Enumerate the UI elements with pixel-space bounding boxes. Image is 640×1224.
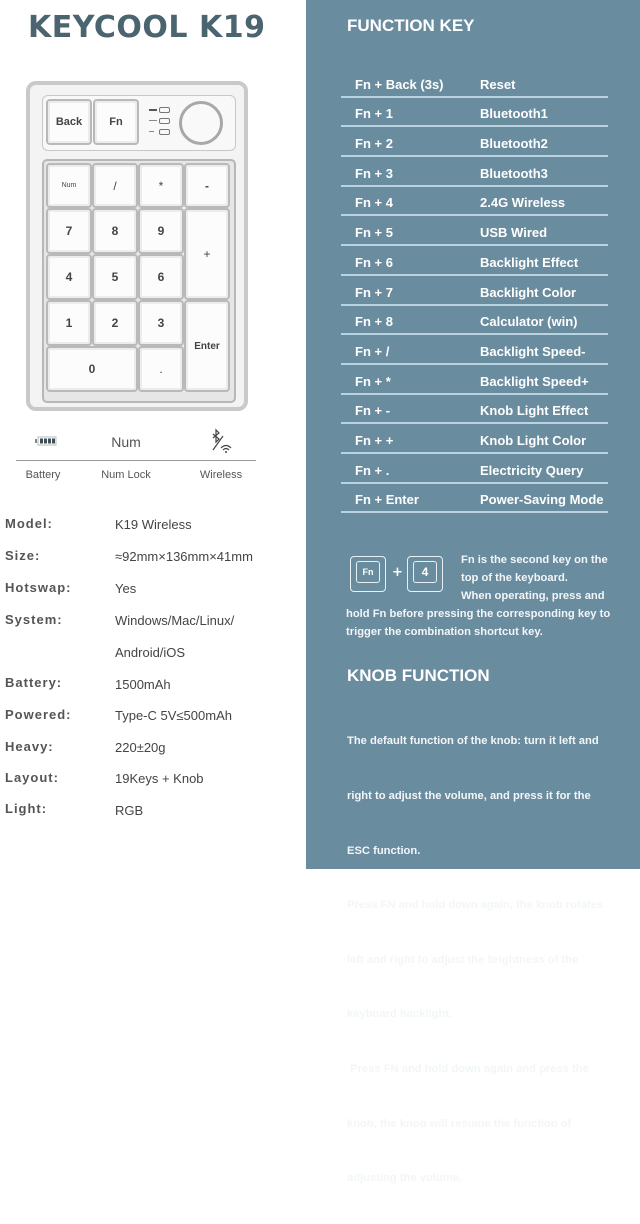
battery-label: Battery bbox=[25, 469, 61, 481]
key-back: Back bbox=[46, 99, 92, 145]
function-key-heading: FUNCTION KEY bbox=[347, 16, 475, 35]
note-line: Fn is the second key on the bbox=[461, 554, 608, 566]
knob-line: ESC function. bbox=[347, 844, 421, 857]
product-title: KEYCOOL K19 bbox=[28, 10, 266, 45]
knob-line: The default function of the knob: turn it left and bbox=[347, 735, 599, 748]
battery-led-icon bbox=[149, 109, 157, 111]
function-key-row bbox=[341, 395, 608, 425]
function-key-combo: Fn + 2 bbox=[355, 136, 393, 152]
function-key-row bbox=[341, 306, 608, 336]
spec-value-model: K19 Wireless bbox=[115, 517, 192, 532]
function-key-combo: Fn + Enter bbox=[355, 492, 419, 508]
function-key-row bbox=[341, 157, 608, 187]
spec-value-hotswap: Yes bbox=[115, 581, 137, 596]
key-5: 5 bbox=[92, 254, 138, 300]
knob-line: right to adjust the volume, and press it for the bbox=[347, 790, 591, 803]
spec-label-light: Light: bbox=[5, 801, 48, 816]
function-key-action: Backlight Speed+ bbox=[480, 373, 589, 389]
fn-note-rest bbox=[346, 605, 610, 641]
function-key-combo: Fn + 6 bbox=[355, 254, 393, 270]
knob-line: keyboard backlight. bbox=[347, 1008, 453, 1021]
function-key-row bbox=[341, 454, 608, 484]
function-key-row bbox=[341, 187, 608, 217]
function-key-action: Knob Light Effect bbox=[480, 403, 589, 419]
function-key-combo: Fn + Back (3s) bbox=[355, 76, 444, 92]
battery-icon bbox=[6, 428, 86, 454]
spec-value-system-cont: Android/iOS bbox=[115, 645, 186, 660]
function-key-row bbox=[341, 484, 608, 514]
led bbox=[159, 107, 170, 113]
function-key-action: Reset bbox=[480, 76, 516, 92]
spec-label-system: System: bbox=[5, 612, 63, 627]
function-key-action: Electricity Query bbox=[480, 462, 584, 478]
right-panel bbox=[306, 0, 640, 1185]
function-key-row bbox=[341, 127, 608, 157]
spec-value-battery: 1500mAh bbox=[115, 677, 171, 692]
key-9: 9 bbox=[138, 208, 184, 254]
key-8: 8 bbox=[92, 208, 138, 254]
function-key-combo: Fn + * bbox=[355, 373, 391, 389]
four-key-icon bbox=[407, 556, 443, 592]
legend-divider bbox=[16, 460, 256, 461]
function-key-combo: Fn + + bbox=[355, 433, 394, 449]
fn-note-side bbox=[461, 551, 608, 606]
knob-line: Press FN and hold down again and press the bbox=[347, 1063, 589, 1076]
function-key-row bbox=[341, 365, 608, 395]
knob-line: left and right to adjust the brightness of the bbox=[347, 953, 579, 966]
four-key-icon-label: 4 bbox=[413, 561, 437, 583]
function-key-action: 2.4G Wireless bbox=[480, 195, 566, 211]
key-1: 1 bbox=[46, 300, 92, 346]
keyboard-illustration bbox=[26, 81, 248, 411]
knob-line: knob, the knob will resume the function of bbox=[347, 1117, 572, 1130]
function-key-action: Calculator (win) bbox=[480, 314, 578, 330]
indicator-leds bbox=[149, 104, 179, 144]
led bbox=[159, 118, 170, 124]
keyboard-top-row bbox=[42, 95, 236, 151]
function-key-combo: Fn + 3 bbox=[355, 165, 393, 181]
function-key-action: Knob Light Color bbox=[480, 433, 587, 449]
note-line: top of the keyboard. bbox=[461, 572, 568, 585]
function-key-action: Bluetooth1 bbox=[480, 106, 548, 122]
spec-label-model: Model: bbox=[5, 516, 53, 531]
key-6: 6 bbox=[138, 254, 184, 300]
spec-value-layout: 19Keys + Knob bbox=[115, 771, 204, 786]
wireless-led-icon bbox=[149, 131, 154, 132]
function-key-combo: Fn + 4 bbox=[355, 195, 393, 211]
spec-label-battery: Battery: bbox=[5, 675, 63, 690]
function-key-combo: Fn + / bbox=[355, 343, 390, 359]
function-key-row bbox=[341, 335, 608, 365]
fn-key-icon-label: Fn bbox=[356, 561, 380, 583]
function-key-combo: Fn + 7 bbox=[355, 284, 393, 300]
function-key-combo: Fn + 1 bbox=[355, 106, 393, 122]
function-key-row bbox=[341, 246, 608, 276]
knob-function-text bbox=[347, 696, 603, 1224]
left-panel bbox=[0, 0, 306, 869]
note-line: trigger the combination shortcut key. bbox=[346, 626, 543, 639]
key-4: 4 bbox=[46, 254, 92, 300]
function-key-row bbox=[341, 98, 608, 128]
key-slash: / bbox=[92, 163, 138, 208]
function-key-combo: Fn + 5 bbox=[355, 225, 393, 241]
function-key-combo: Fn + . bbox=[355, 462, 390, 478]
note-line: hold Fn before pressing the corresponding key to bbox=[346, 608, 611, 620]
knob-function-heading: KNOB FUNCTION bbox=[347, 666, 490, 685]
note-line: When operating, press and bbox=[461, 590, 605, 603]
key-3: 3 bbox=[138, 300, 184, 346]
function-key-action: Backlight Color bbox=[480, 284, 577, 300]
numpad-grid bbox=[42, 159, 236, 403]
spec-value-powered: Type-C 5V≤500mAh bbox=[115, 708, 232, 723]
function-key-action: Bluetooth2 bbox=[480, 136, 548, 152]
key-minus: - bbox=[184, 163, 230, 208]
key-fn: Fn bbox=[93, 99, 139, 145]
function-key-action: Backlight Speed- bbox=[480, 343, 586, 359]
knob bbox=[179, 101, 223, 145]
spec-label-size: Size: bbox=[5, 548, 41, 563]
combo-plus: + bbox=[392, 565, 403, 580]
spec-label-layout: Layout: bbox=[5, 770, 59, 785]
wireless-label: Wireless bbox=[199, 469, 243, 481]
led bbox=[159, 129, 170, 135]
fn-key-icon bbox=[350, 556, 386, 592]
function-key-combo: Fn + - bbox=[355, 403, 391, 419]
key-0: 0 bbox=[46, 346, 138, 392]
key-dot: . bbox=[138, 346, 184, 392]
function-key-action: Backlight Effect bbox=[480, 254, 579, 270]
bluetooth-wifi-icon bbox=[181, 428, 261, 454]
spec-value-heavy: 220±20g bbox=[115, 740, 166, 755]
function-key-action: Bluetooth3 bbox=[480, 165, 548, 181]
knob-line: adjusting the volume. bbox=[347, 1172, 462, 1185]
key-2: 2 bbox=[92, 300, 138, 346]
knob-line: Press FN and hold down again, the knob rotates bbox=[347, 899, 604, 912]
function-key-action: Power-Saving Mode bbox=[480, 492, 604, 508]
key-num: Num bbox=[46, 163, 92, 208]
key-7: 7 bbox=[46, 208, 92, 254]
function-key-action: USB Wired bbox=[480, 225, 548, 241]
function-key-row bbox=[341, 424, 608, 454]
function-key-row bbox=[341, 217, 608, 247]
num-led-icon bbox=[149, 120, 157, 121]
spec-label-heavy: Heavy: bbox=[5, 739, 54, 754]
function-key-combo: Fn + 8 bbox=[355, 314, 393, 330]
spec-value-system: Windows/Mac/Linux/ bbox=[115, 613, 235, 628]
spec-value-light: RGB bbox=[115, 803, 144, 818]
key-star: * bbox=[138, 163, 184, 208]
spec-value-size: ≈92mm×136mm×41mm bbox=[115, 549, 253, 564]
num-lock-icon: Num bbox=[111, 434, 141, 450]
function-key-row bbox=[341, 68, 608, 98]
num-lock-label: Num Lock bbox=[101, 469, 151, 481]
key-plus: + bbox=[184, 208, 230, 300]
spec-label-hotswap: Hotswap: bbox=[5, 580, 72, 595]
spec-label-powered: Powered: bbox=[5, 707, 72, 722]
key-enter: Enter bbox=[184, 300, 230, 392]
function-key-row bbox=[341, 276, 608, 306]
